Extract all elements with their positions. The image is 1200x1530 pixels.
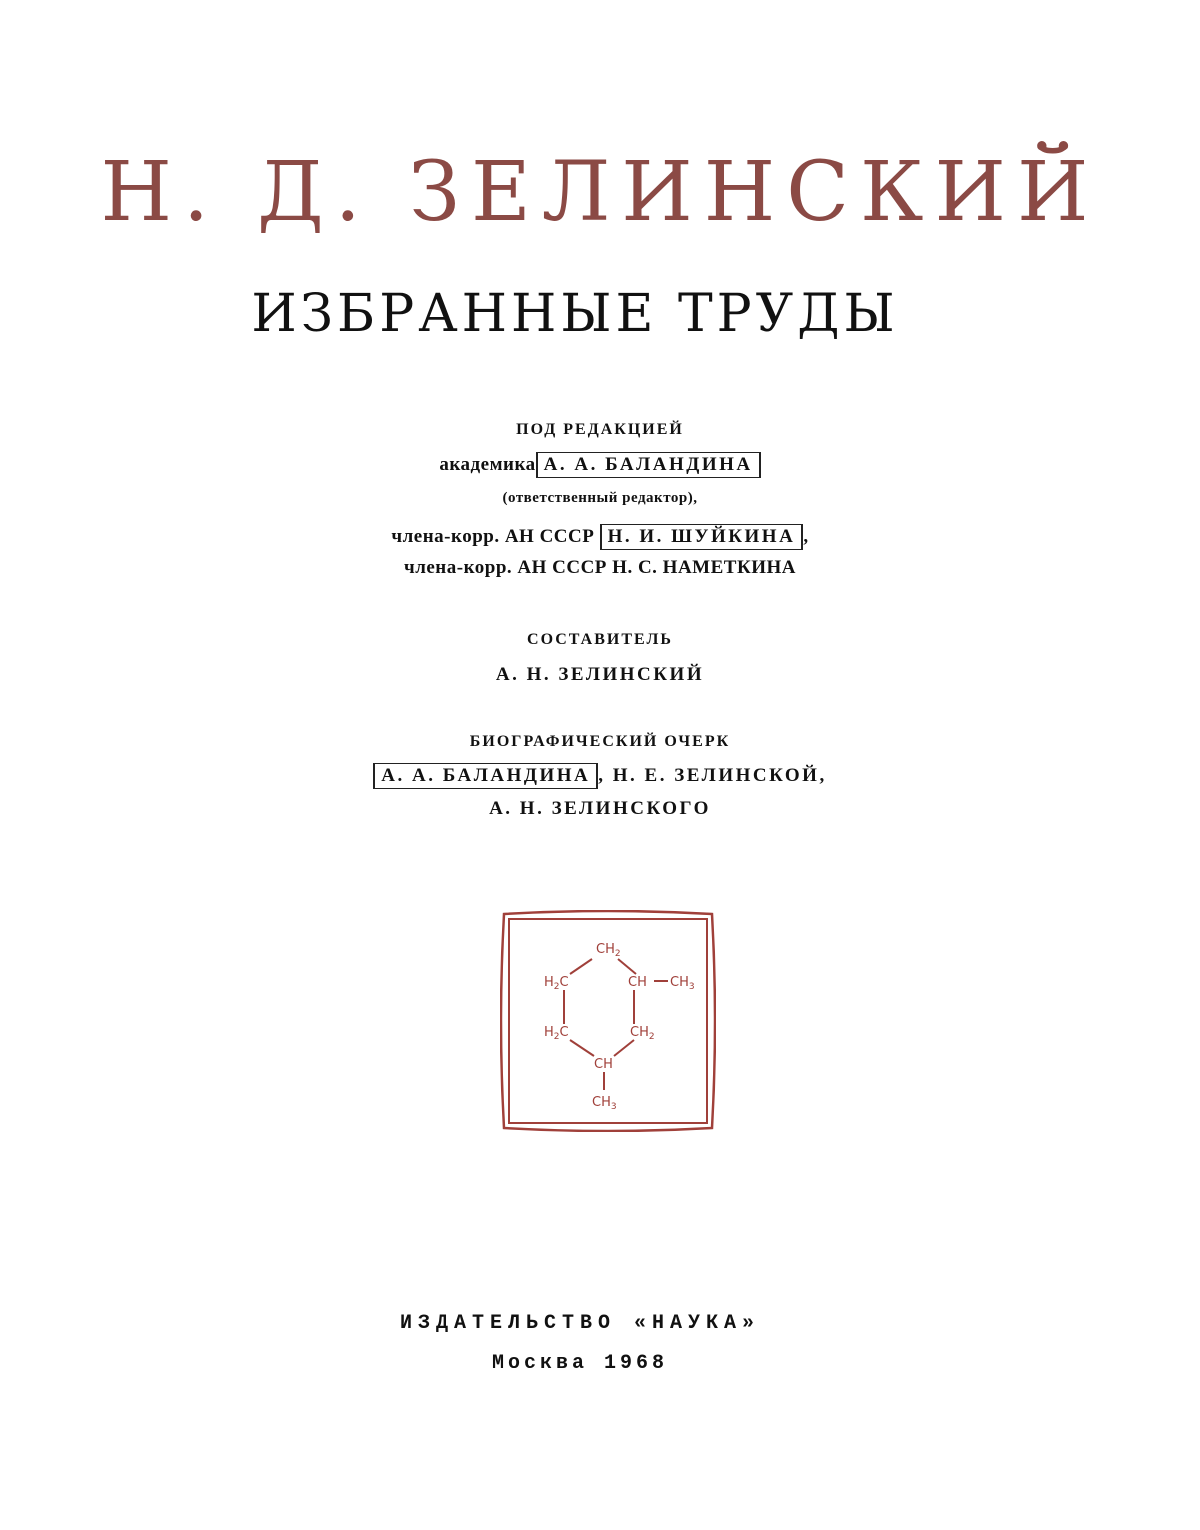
atom-top: $CH_2$ — [596, 942, 621, 959]
publisher-name: ИЗДАТЕЛЬСТВО «НАУКА» — [399, 1312, 761, 1335]
second-editor-prefix: члена-корр. АН СССР — [391, 526, 595, 547]
atom-upper-right: CH — [628, 975, 647, 990]
second-editor-name: Н. И. ШУЙКИНА — [600, 524, 804, 550]
second-editor-line — [0, 524, 1200, 550]
bond-bottom-left — [570, 1040, 594, 1056]
third-editor-line: члена-корр. АН СССР Н. С. НАМЕТКИНА — [403, 557, 797, 578]
bond-top-left — [570, 959, 592, 974]
compiler-name: А. Н. ЗЕЛИНСКИЙ — [495, 664, 705, 685]
biography-other-authors: , Н. Е. ЗЕЛИНСКОЙ, — [598, 765, 827, 786]
chief-editor-name: А. А. БАЛАНДИНА — [536, 452, 761, 478]
compiler-heading: СОСТАВИТЕЛЬ — [527, 631, 673, 648]
chief-editor-prefix: академика — [439, 454, 536, 475]
chief-editor-note: (ответственный редактор), — [502, 490, 698, 506]
author-name: Н. Д. ЗЕЛИНСКИЙ — [100, 145, 1100, 240]
biography-authors-line — [0, 763, 1200, 789]
chief-editor-line — [0, 452, 1200, 478]
atom-side-methyl: $CH_3$ — [670, 975, 695, 992]
biography-last-author: А. Н. ЗЕЛИНСКОГО — [489, 798, 711, 819]
second-editor-suffix: , — [803, 526, 809, 547]
biography-framed-name: А. А. БАЛАНДИНА — [373, 763, 598, 789]
atom-methyl: $CH_3$ — [592, 1095, 617, 1112]
imprint-place-year: Москва 1968 — [491, 1352, 669, 1375]
biography-heading: БИОГРАФИЧЕСКИЙ ОЧЕРК — [469, 733, 731, 750]
emblem-structural-formula — [500, 910, 716, 1132]
atom-lower-left: $H_2C$ — [544, 1025, 569, 1042]
bond-bottom-right — [614, 1040, 634, 1056]
atom-bottom: CH — [594, 1057, 613, 1072]
bond-top-right — [618, 959, 636, 974]
atom-upper-left: $H_2C$ — [544, 975, 569, 992]
atom-lower-right: $CH_2$ — [630, 1025, 655, 1042]
work-title: ИЗБРАННЫЕ ТРУДЫ — [251, 284, 899, 344]
editors-heading: ПОД РЕДАКЦИЕЙ — [516, 421, 684, 438]
